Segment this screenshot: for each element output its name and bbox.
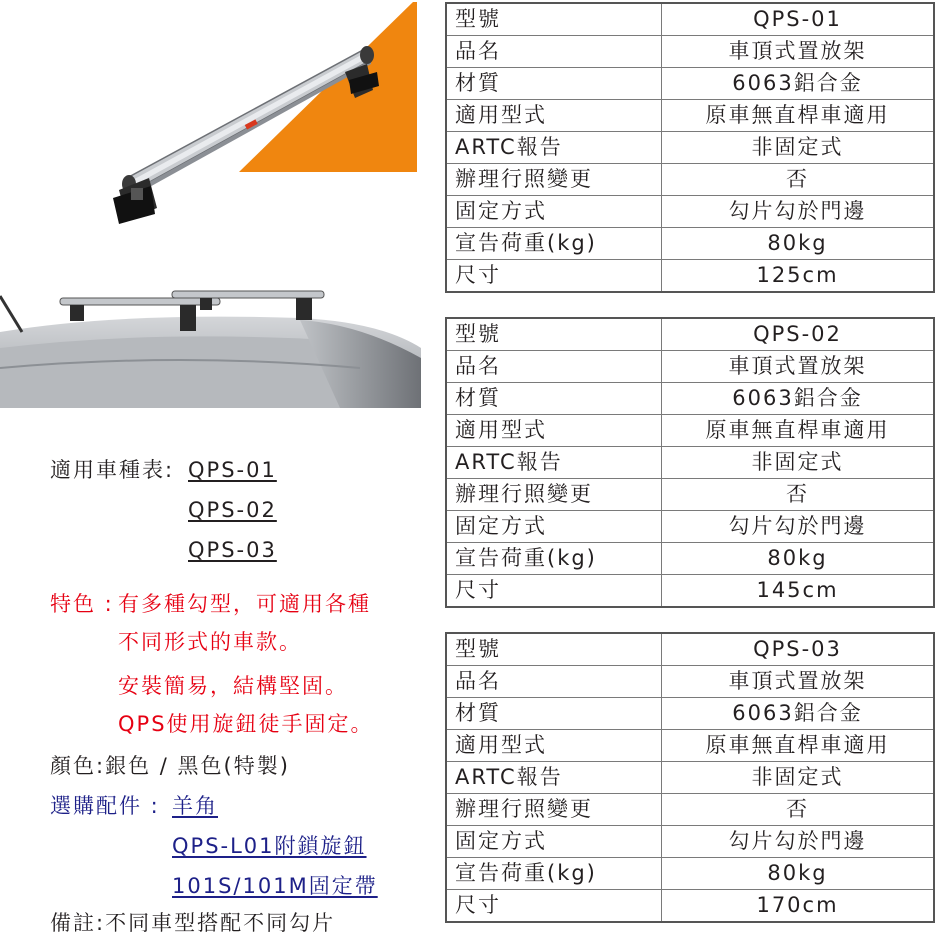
color-value: 銀色 / 黑色(特製) — [105, 754, 290, 778]
spec-value: 125cm — [662, 260, 935, 293]
spec-value: 非固定式 — [662, 762, 935, 794]
spec-row — [446, 858, 934, 890]
vehicle-model-link-1[interactable]: QPS-01 — [188, 458, 277, 482]
spec-row — [446, 68, 934, 100]
spec-label: 辦理行照變更 — [446, 164, 662, 196]
spec-row — [446, 698, 934, 730]
spec-row — [446, 826, 934, 858]
spec-value: QPS-01 — [662, 3, 935, 36]
spec-value: 原車無直桿車適用 — [662, 100, 935, 132]
spec-label: 宣告荷重(kg) — [446, 228, 662, 260]
spec-row — [446, 228, 934, 260]
spec-label: 適用型式 — [446, 100, 662, 132]
spec-row — [446, 511, 934, 543]
front-bar — [172, 291, 324, 298]
spec-value: 車頂式置放架 — [662, 666, 935, 698]
spec-value: 勾片勾於門邊 — [662, 196, 935, 228]
spec-label: 型號 — [446, 318, 662, 351]
spec-row — [446, 260, 934, 293]
spec-label: 固定方式 — [446, 826, 662, 858]
spec-label: 宣告荷重(kg) — [446, 858, 662, 890]
spec-label: 適用型式 — [446, 730, 662, 762]
spec-row — [446, 575, 934, 608]
spec-row — [446, 762, 934, 794]
spec-row — [446, 351, 934, 383]
spec-row — [446, 890, 934, 923]
spec-label: 尺寸 — [446, 260, 662, 293]
spec-label: 材質 — [446, 698, 662, 730]
spec-value: 6063鋁合金 — [662, 383, 935, 415]
car-roof-image — [0, 288, 421, 408]
spec-value: 非固定式 — [662, 132, 935, 164]
spec-value: 80kg — [662, 228, 935, 260]
spec-row — [446, 3, 934, 36]
spec-value: 6063鋁合金 — [662, 68, 935, 100]
spec-label: 品名 — [446, 36, 662, 68]
spec-row — [446, 730, 934, 762]
spec-row — [446, 543, 934, 575]
spec-row — [446, 666, 934, 698]
vehicle-table-label: 適用車種表: — [50, 458, 175, 482]
spec-label: ARTC報告 — [446, 762, 662, 794]
note-label: 備註: — [50, 911, 106, 935]
spec-value: 非固定式 — [662, 447, 935, 479]
spec-row — [446, 164, 934, 196]
feature-line-2: 不同形式的車款。 — [118, 630, 302, 654]
spec-value: 車頂式置放架 — [662, 36, 935, 68]
spec-value: 原車無直桿車適用 — [662, 415, 935, 447]
spec-table-qps-03 — [445, 632, 935, 923]
spec-row — [446, 132, 934, 164]
spec-label: 適用型式 — [446, 415, 662, 447]
color-label: 顏色: — [50, 754, 106, 778]
spec-label: 材質 — [446, 383, 662, 415]
product-bar-image — [105, 2, 417, 224]
vehicle-model-link-3[interactable]: QPS-03 — [188, 538, 277, 562]
spec-row — [446, 447, 934, 479]
spec-table-qps-02 — [445, 317, 935, 608]
spec-row — [446, 36, 934, 68]
spec-value: 否 — [662, 164, 935, 196]
spec-row — [446, 633, 934, 666]
accessory-link-lock-knob[interactable]: QPS-L01附鎖旋鈕 — [172, 834, 367, 858]
spec-value: 6063鋁合金 — [662, 698, 935, 730]
spec-value: QPS-03 — [662, 633, 935, 666]
spec-value: 80kg — [662, 858, 935, 890]
features-label: 特色 : — [50, 592, 114, 616]
spec-label: 辦理行照變更 — [446, 479, 662, 511]
spec-value: 否 — [662, 794, 935, 826]
rear-bar — [60, 298, 220, 305]
spec-label: 型號 — [446, 3, 662, 36]
spec-row — [446, 383, 934, 415]
spec-label: 宣告荷重(kg) — [446, 543, 662, 575]
spec-row — [446, 794, 934, 826]
spec-label: 品名 — [446, 351, 662, 383]
spec-label: 材質 — [446, 68, 662, 100]
spec-value: QPS-02 — [662, 318, 935, 351]
spec-label: 尺寸 — [446, 890, 662, 923]
spec-value: 勾片勾於門邊 — [662, 511, 935, 543]
spec-label: 尺寸 — [446, 575, 662, 608]
note — [50, 913, 335, 934]
spec-value: 車頂式置放架 — [662, 351, 935, 383]
accessory-link-strap[interactable]: 101S/101M固定帶 — [172, 874, 378, 898]
spec-label: ARTC報告 — [446, 132, 662, 164]
spec-value: 145cm — [662, 575, 935, 608]
spec-label: 辦理行照變更 — [446, 794, 662, 826]
spec-label: 固定方式 — [446, 196, 662, 228]
spec-value: 勾片勾於門邊 — [662, 826, 935, 858]
spec-value: 否 — [662, 479, 935, 511]
spec-row — [446, 318, 934, 351]
spec-value: 原車無直桿車適用 — [662, 730, 935, 762]
accessories-label: 選購配件 : — [50, 794, 160, 818]
spec-label: 品名 — [446, 666, 662, 698]
feature-line-4: QPS使用旋鈕徒手固定。 — [118, 712, 374, 736]
spec-row — [446, 479, 934, 511]
color-info — [50, 756, 290, 777]
spec-table-qps-01 — [445, 2, 935, 293]
spec-row — [446, 100, 934, 132]
vehicle-model-link-2[interactable]: QPS-02 — [188, 498, 277, 522]
spec-value: 170cm — [662, 890, 935, 923]
feature-line-1: 有多種勾型，可適用各種 — [118, 592, 371, 616]
spec-label: 固定方式 — [446, 511, 662, 543]
spec-label: 型號 — [446, 633, 662, 666]
spec-row — [446, 415, 934, 447]
spec-value: 80kg — [662, 543, 935, 575]
note-value: 不同車型搭配不同勾片 — [105, 911, 336, 935]
spec-row — [446, 196, 934, 228]
feature-line-3: 安裝簡易，結構堅固。 — [118, 674, 348, 698]
accessory-link-ram-horn[interactable]: 羊角 — [172, 794, 218, 818]
spec-label: ARTC報告 — [446, 447, 662, 479]
